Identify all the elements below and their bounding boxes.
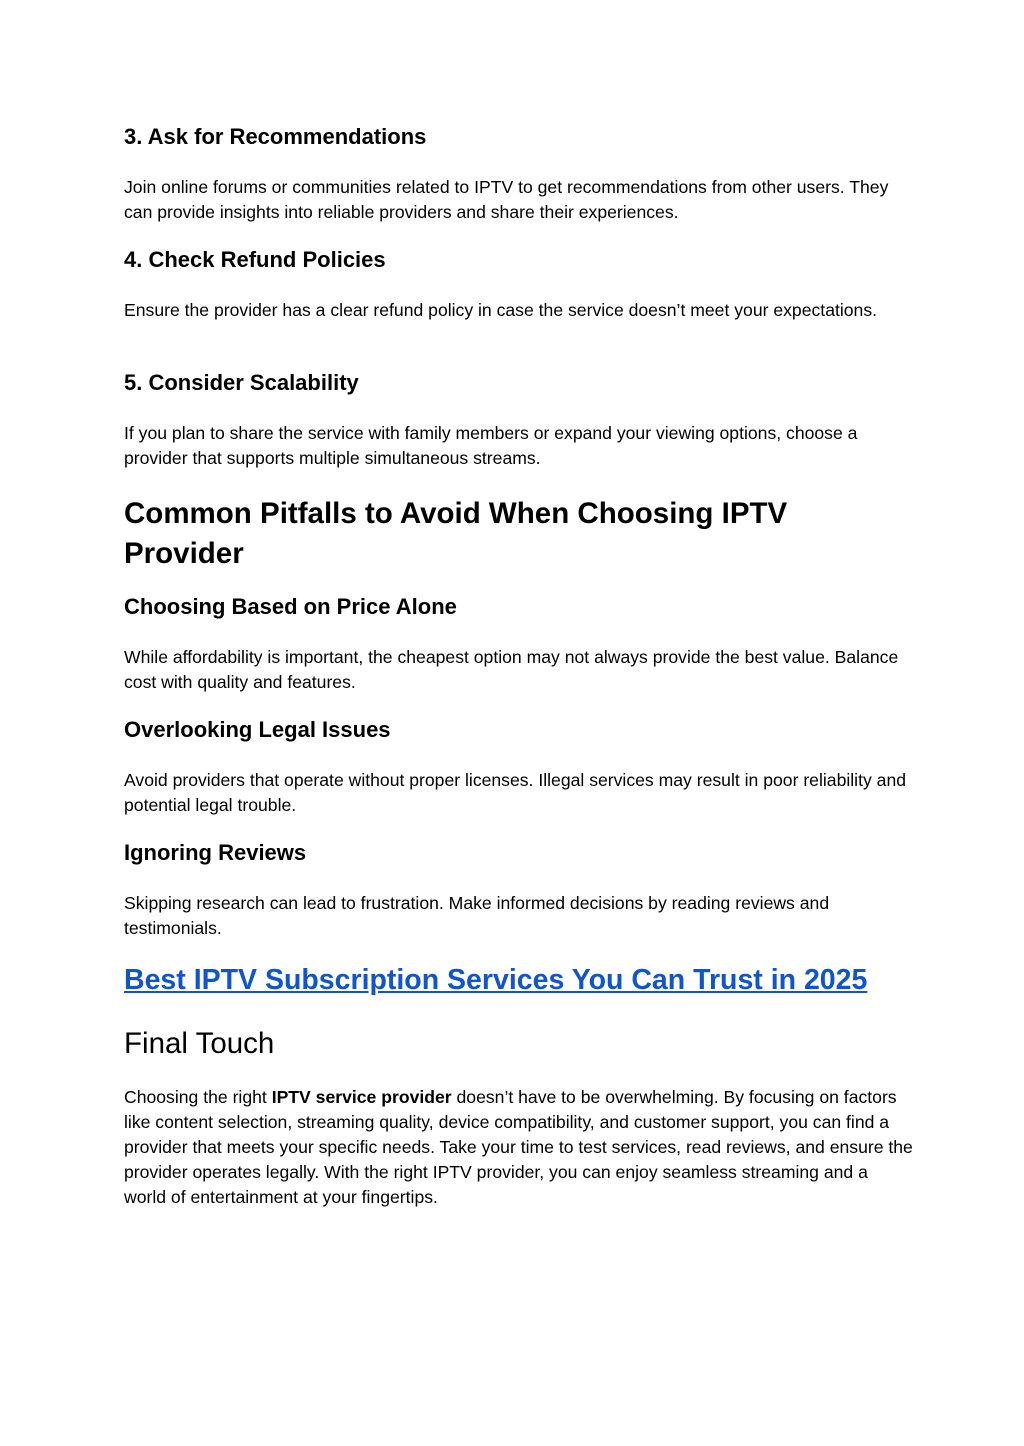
paragraph-refund-policies: Ensure the provider has a clear refund policy in case the service doesn’t meet your expectations.: [124, 300, 878, 320]
heading-ignoring-reviews: Ignoring Reviews: [124, 840, 307, 865]
final-text-bold: IPTV service provider: [271, 1087, 452, 1107]
heading-ask-recommendations: 3. Ask for Recommendations: [124, 124, 427, 149]
paragraph-scalability: If you plan to share the service with family members or expand your viewing options, choose a provider that supports multiple simultaneous streams.: [124, 423, 858, 468]
final-text-after: doesn’t have to be overwhelming. By focusing on factors like content selection, streaming quality, device compatibility, and customer support, you can find a provider that meets your specific needs. Take your time to test services, read reviews, and ensure the provider operates legally. With the right IPTV provider, you can enjoy seamless streaming and a world of entertainment at your fingertips.: [124, 1087, 913, 1207]
heading-scalability: 5. Consider Scalability: [124, 370, 359, 395]
heading-refund-policies: 4. Check Refund Policies: [124, 247, 386, 272]
paragraph-price-alone: While affordability is important, the cheapest option may not always provide the best value. Balance cost with quality and features.: [124, 647, 899, 692]
heading-legal-issues: Overlooking Legal Issues: [124, 717, 391, 742]
final-text-before: Choosing the right: [124, 1087, 272, 1107]
paragraph-ignoring-reviews: Skipping research can lead to frustration. Make informed decisions by reading reviews and testimonials.: [124, 893, 830, 938]
heading-final-touch: Final Touch: [124, 1027, 275, 1060]
paragraph-ask-recommendations: Join online forums or communities related to IPTV to get recommendations from other users. They can provide insights into reliable providers and share their experiences.: [124, 177, 889, 222]
paragraph-final-touch: [124, 1085, 914, 1210]
paragraph-legal-issues: Avoid providers that operate without proper licenses. Illegal services may result in poor reliability and potential legal trouble.: [124, 770, 907, 815]
best-iptv-services-link[interactable]: Best IPTV Subscription Services You Can Trust in 2025: [124, 964, 868, 996]
heading-price-alone: Choosing Based on Price Alone: [124, 594, 457, 619]
heading-common-pitfalls: Common Pitfalls to Avoid When Choosing IPTV Provider: [124, 497, 788, 570]
